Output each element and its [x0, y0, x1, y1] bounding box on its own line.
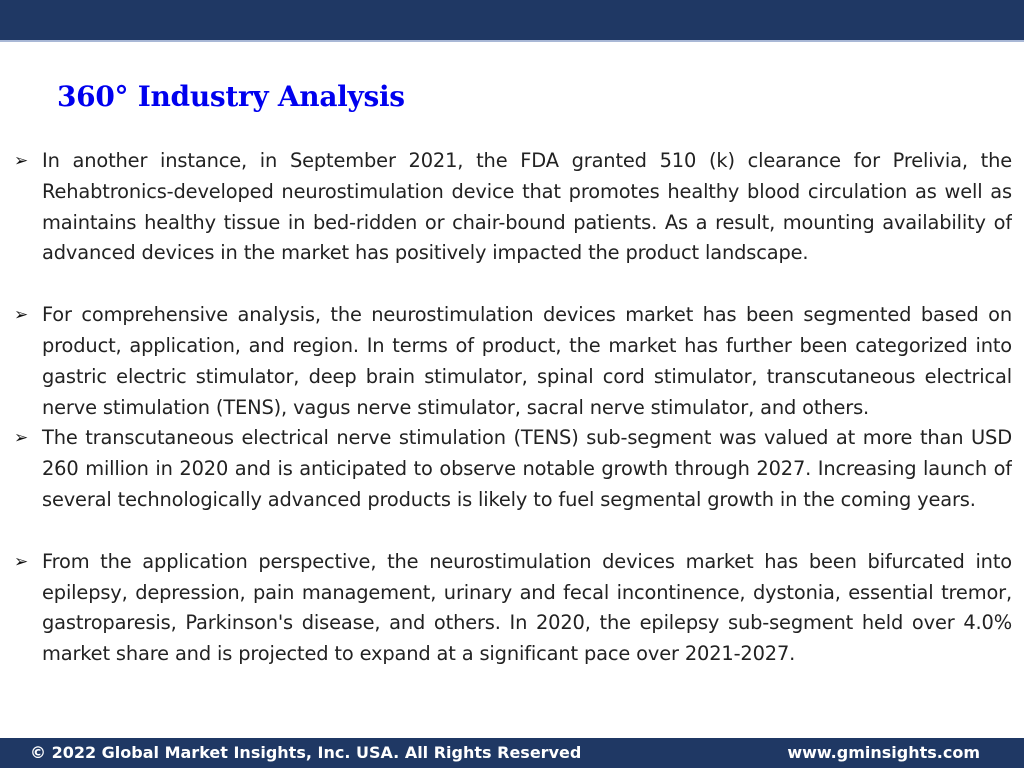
bullet-text: From the application perspective, the neurostimulation devices market has been bifurcated into epilepsy, depression, pain management, urinary and fecal incontinence, dystonia, essential tremor, gastroparesis, Parkinson's disease, and others. In 2020, the epilepsy sub-segment held over 4.0% market share and is projected to expand at a significant pace over 2021-2027. [42, 549, 1012, 666]
arrowhead-bullet-icon: ➢ [14, 305, 29, 326]
footer-copyright: © 2022 Global Market Insights, Inc. USA. All Rights Reserved [30, 743, 582, 762]
arrowhead-bullet-icon: ➢ [14, 551, 29, 572]
arrowhead-bullet-icon: ➢ [14, 428, 29, 449]
bullet-text: In another instance, in September 2021, the FDA granted 510 (k) clearance for Prelivia, the Rehabtronics-developed neurostimulation device that promotes healthy blood circulation as well as maintains healthy tissue in bed-ridden or chair-bound patients. As a result, mounting availability of advanced devices in the market has positively impacted the product landscape. [42, 149, 1012, 265]
bullet-item [14, 547, 1012, 670]
footer-website-link[interactable]: www.gminsights.com [787, 743, 980, 762]
bullet-text: For comprehensive analysis, the neurostimulation devices market has been segmented based on product, application, and region. In terms of product, the market has further been categorized into gastric electric stimulator, deep brain stimulator, spinal cord stimulator, transcutaneous electrical nerve stimulation (TENS), vagus nerve stimulator, sacral nerve stimulator, and others. [42, 303, 1012, 419]
arrowhead-bullet-icon: ➢ [14, 151, 29, 171]
slide-title: 360° Industry Analysis [57, 80, 405, 113]
top-header-bar [0, 0, 1024, 42]
footer-bar [0, 738, 1024, 768]
bullet-item [14, 300, 1012, 423]
bullet-text: The transcutaneous electrical nerve stimulation (TENS) sub-segment was valued at more than USD 260 million in 2020 and is anticipated to observe notable growth through 2027. Increasing launch of several technologically advanced products is likely to fuel segmental growth in the coming years. [42, 426, 1012, 511]
bullet-item [14, 146, 1012, 269]
bullet-list [14, 146, 1012, 738]
bullet-item [14, 423, 1012, 515]
